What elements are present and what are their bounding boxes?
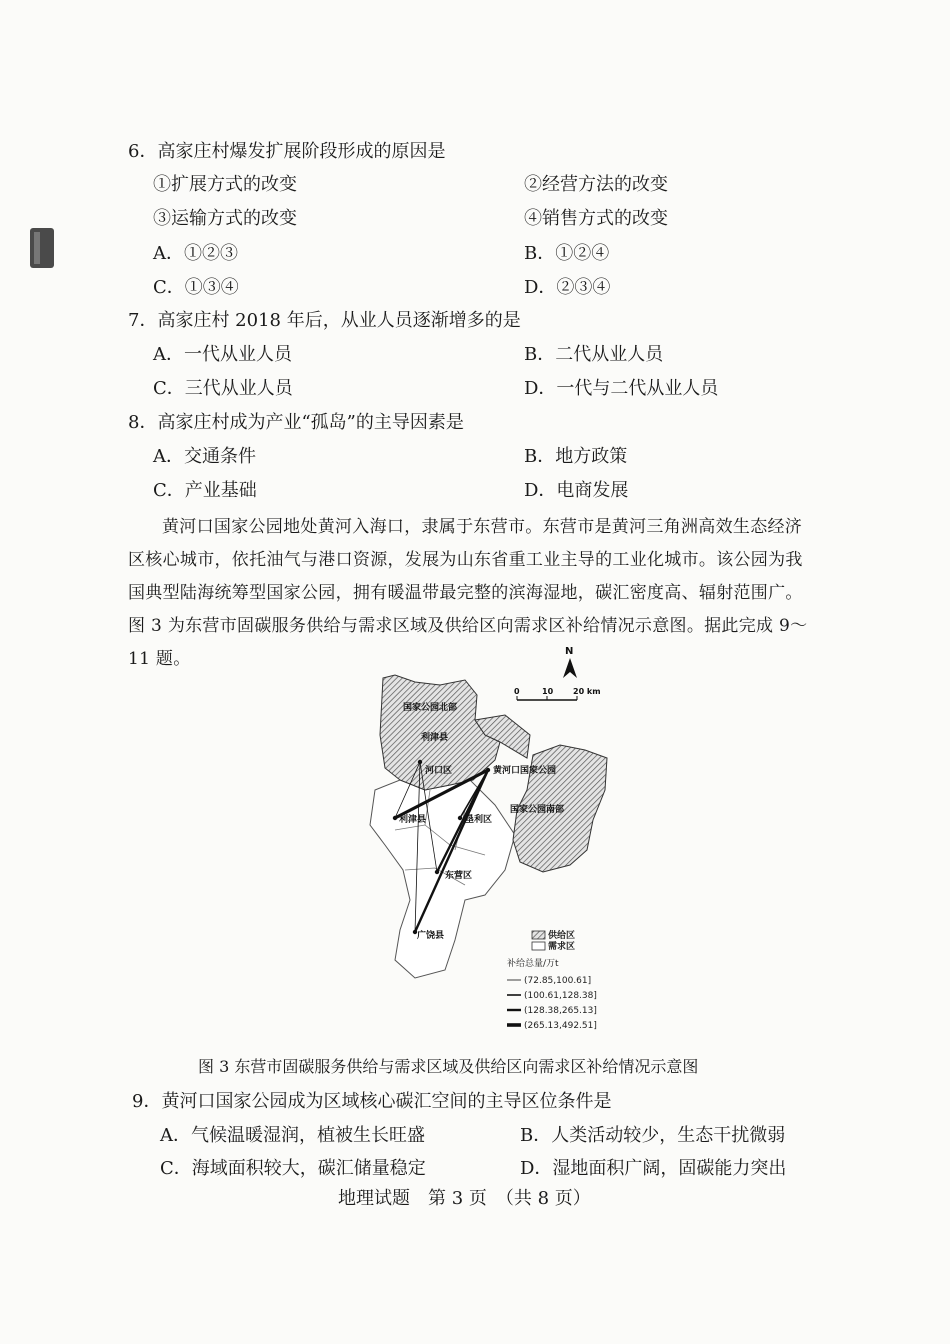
q8-option-b[interactable]: B．地方政策 bbox=[524, 446, 628, 467]
figure-caption: 图 3 东营市固碳服务供给与需求区域及供给区向需求区补给情况示意图 bbox=[198, 1057, 699, 1076]
q7-option-d[interactable]: D．一代与二代从业人员 bbox=[524, 378, 719, 399]
q7-stem: 7．高家庄村 2018 年后，从业人员逐渐增多的是 bbox=[128, 310, 521, 331]
passage-line: 11 题。 bbox=[128, 649, 191, 669]
point-hekou bbox=[418, 760, 422, 764]
legend-demand-swatch bbox=[532, 942, 545, 950]
north-arrow-icon bbox=[563, 658, 577, 678]
north-label: N bbox=[565, 646, 574, 657]
point-park bbox=[486, 768, 490, 772]
passage-line: 图 3 为东营市固碳服务供给与需求区域及供给区向需求区补给情况示意图。据此完成 9～ bbox=[128, 616, 808, 636]
dongying-map bbox=[355, 640, 625, 985]
point-dongying bbox=[435, 870, 439, 874]
legend-class-2: (100.61,128.38] bbox=[524, 991, 597, 1001]
point-lijin bbox=[393, 816, 397, 820]
q6-option-c[interactable]: C．①③④ bbox=[153, 277, 239, 298]
q9-option-d[interactable]: D．湿地面积广阔，固碳能力突出 bbox=[520, 1158, 787, 1179]
scan-artifact bbox=[30, 228, 54, 268]
q8-option-d[interactable]: D．电商发展 bbox=[524, 480, 629, 501]
label-hekou: 河口区 bbox=[425, 766, 453, 776]
q6-option-b[interactable]: B．①②④ bbox=[524, 243, 610, 264]
label-lijin-2: 利津县 bbox=[399, 815, 427, 825]
label-kenli: 垦利区 bbox=[465, 815, 493, 825]
q9-stem: 9．黄河口国家公园成为区域核心碳汇空间的主导区位条件是 bbox=[132, 1091, 612, 1112]
q8-option-a[interactable]: A．交通条件 bbox=[153, 446, 256, 467]
q8-stem: 8．高家庄村成为产业“孤岛”的主导因素是 bbox=[128, 412, 464, 433]
q7-option-b[interactable]: B．二代从业人员 bbox=[524, 344, 664, 365]
passage-line: 区核心城市，依托油气与港口资源，发展为山东省重工业主导的工业化城市。该公园为我 bbox=[128, 550, 803, 570]
label-guangrao: 广饶县 bbox=[417, 931, 445, 941]
legend-supply-swatch bbox=[532, 931, 545, 939]
q6-item-4: ④销售方式的改变 bbox=[524, 208, 668, 229]
q7-option-a[interactable]: A．一代从业人员 bbox=[153, 344, 292, 365]
legend-title: 补给总量/万t bbox=[507, 959, 559, 969]
q9-option-c[interactable]: C．海域面积较大，碳汇储量稳定 bbox=[160, 1158, 426, 1179]
legend-class-3: (128.38,265.13] bbox=[524, 1006, 597, 1016]
legend-class-1: (72.85,100.61] bbox=[524, 976, 592, 986]
q8-option-c[interactable]: C．产业基础 bbox=[153, 480, 257, 501]
point-kenli bbox=[458, 816, 462, 820]
legend-supply-label: 供给区 bbox=[548, 931, 576, 941]
passage-line: 黄河口国家公园地处黄河入海口，隶属于东营市。东营市是黄河三角洲高效生态经济 bbox=[162, 517, 803, 537]
q9-option-b[interactable]: B．人类活动较少，生态干扰微弱 bbox=[520, 1125, 786, 1146]
label-park-south: 国家公园南部 bbox=[510, 805, 565, 815]
label-park-north: 国家公园北部 bbox=[403, 703, 458, 713]
legend-class-4: (265.13,492.51] bbox=[524, 1021, 597, 1031]
q7-option-c[interactable]: C．三代从业人员 bbox=[153, 378, 293, 399]
q6-stem: 6．高家庄村爆发扩展阶段形成的原因是 bbox=[128, 141, 446, 162]
q6-item-3: ③运输方式的改变 bbox=[153, 208, 297, 229]
legend-classes bbox=[507, 972, 617, 1036]
passage-line: 国典型陆海统筹型国家公园，拥有暖温带最完整的滨海湿地，碳汇密度高、辐射范围广。 bbox=[128, 583, 803, 603]
label-lijin: 利津县 bbox=[421, 733, 449, 743]
q9-option-a[interactable]: A．气候温暖湿润，植被生长旺盛 bbox=[160, 1125, 425, 1146]
demand-region bbox=[370, 780, 515, 978]
legend-demand-label: 需求区 bbox=[548, 942, 576, 952]
q6-option-a[interactable]: A．①②③ bbox=[153, 243, 238, 264]
scale-label-10: 10 bbox=[542, 687, 554, 696]
label-dongying: 东营区 bbox=[445, 871, 473, 881]
label-park-main: 黄河口国家公园 bbox=[493, 766, 557, 776]
scale-label-20: 20 km bbox=[573, 687, 601, 696]
scale-label-0: 0 bbox=[514, 687, 520, 696]
q6-item-2: ②经营方法的改变 bbox=[524, 174, 668, 195]
q6-item-1: ①扩展方式的改变 bbox=[153, 174, 297, 195]
q6-option-d[interactable]: D．②③④ bbox=[524, 277, 611, 298]
page-footer: 地理试题 第 3 页 （共 8 页） bbox=[338, 1188, 591, 1209]
